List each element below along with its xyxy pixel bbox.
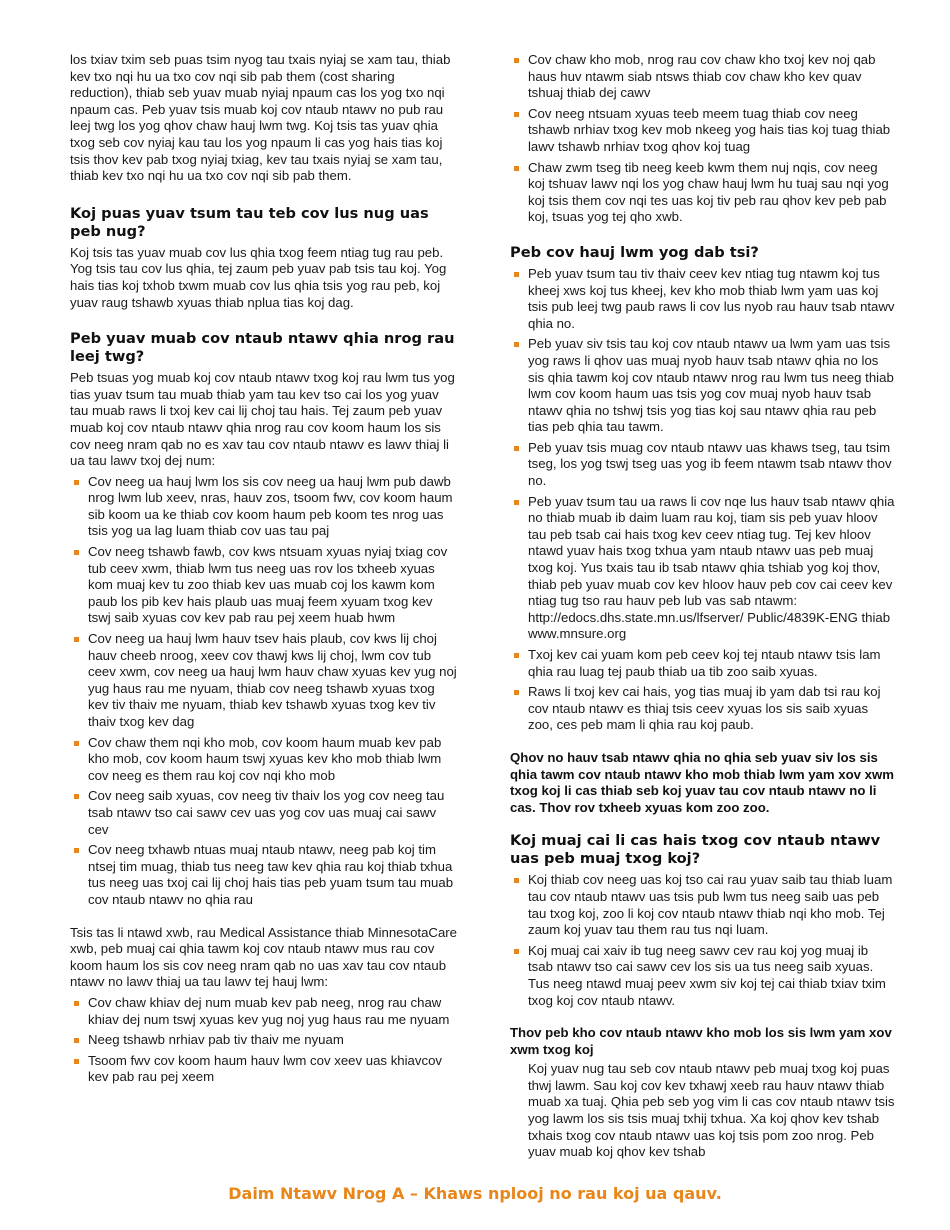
bullet-icon <box>514 690 519 695</box>
heading-must-answer: Koj puas yuav tsum tau teb cov lus nug uas peb nug? <box>70 204 429 240</box>
list-item: Raws li txoj kev cai hais, yog tias muaj ib yam dab tsi rau koj cov ntaub ntawv es thiaj tsis ceev xyuas los sis saib xyuas zoo, ces peb mam li qhia rau koj paub. <box>510 684 895 734</box>
bullet-icon <box>514 58 519 63</box>
rights-list <box>510 872 895 1009</box>
left-column <box>70 52 458 1090</box>
bullet-icon <box>514 112 519 117</box>
paragraph-must-answer: Koj tsis tas yuav muab cov lus qhia txog feem ntiag tug rau peb. Yog tsis tau cov lus qhia, tej zaum peb yuav pab tsis tau koj. Yog hais tias koj txhob txwm muab cov lus qhia tsis yog rau peb, koj yuav raug tshawb xyuas thiab nplua tias koj dag. <box>70 244 447 310</box>
list-item: Cov neeg ua hauj lwm los sis cov neeg ua hauj lwm pub dawb nrog lwm lub xeev, nras, hauv zos, tsoom fwv, cov koom haum sib koom ua ke thiab cov koom haum peb koom tes nrog uas tsis yog ua lag luam thiab cov uas tau paj <box>70 474 458 540</box>
bullet-icon <box>514 272 519 277</box>
list-item: Peb yuav siv tsis tau koj cov ntaub ntawv ua lwm yam uas tsis yog raws li qhov uas muaj nyob hauv tsab ntawv qhia no los sis qhia tawm koj cov ntaub ntawv nrog rau lwm tus neeg thiab lwm cov koom haum uas tsis yog cov muaj nyob hauv tsab ntawv qhia no tshwj tsis yog tias koj sau ntawv qhia rau peb tias peb qhia tau tawm. <box>510 336 895 436</box>
paragraph-medical-assistance: Tsis tas li ntawd xwb, rau Medical Assistance thiab MinnesotaCare xwb, peb muaj cai qhia tawm koj cov ntaub ntawv mus rau cov koom haum los sis cov neeg nram qab no uas xav tau cov ntaub ntawv no lawv thiaj ua tau lawv tej hauj lwm: <box>70 924 458 990</box>
list-item: Cov chaw kho mob, nrog rau cov chaw kho txoj kev noj qab haus huv ntawm siab ntsws thiab cov chaw kho kev quav tshuaj thiab dej cawv <box>510 52 895 102</box>
list-item: Cov chaw them nqi kho mob, cov koom haum muab kev pab kho mob, cov koom haum tswj xyuas kev kho mob thiab lwm cov neeg es them rau koj cov nqi kho mob <box>70 735 458 785</box>
bullet-icon <box>514 446 519 451</box>
bullet-icon <box>74 637 79 642</box>
bullet-icon <box>74 1059 79 1064</box>
list-item: Neeg tshawb nrhiav pab tiv thaiv me nyuam <box>70 1032 458 1049</box>
bullet-icon <box>514 166 519 171</box>
heading-share-with: Peb yuav muab cov ntaub ntawv qhia nrog rau leej twg? <box>70 330 455 366</box>
duties-list <box>510 266 895 734</box>
intro-paragraph: los txiav txim seb puas tsim nyog tau txais nyiaj se xam tau, thiab kev txo nqi hu ua txo cov nqi sib pab them (cost sharing reduction), thiab seb yuav muab nyiaj npaum cas los yog txo nqi npaum cas. Peb yuav tsis muab koj cov ntaub ntawv no pub rau leej twg los yog qhov chaw hauj lwm twg. Koj tsis tas yuav qhia txog seb cov nyiaj kau tau los yog npaum li cas yog hais tias koj tsis thov kev pab txog nyiaj txiag, kev tau txais nyiaj se xam tau, thiab kev txo nqi hu ua txo cov nqi sib pab them. <box>70 52 451 184</box>
bullet-icon <box>514 653 519 658</box>
bullet-icon <box>514 342 519 347</box>
list-item: Cov chaw khiav dej num muab kev pab neeg, nrog rau chaw khiav dej num tswj xyuas kev yug noj yug haus rau me nyuam <box>70 995 458 1028</box>
list-item: Peb yuav tsum tau ua raws li cov nqe lus hauv tsab ntawv qhia no thiab muab ib daim luam rau koj, tiam sis peb yuav hloov tau peb tsab cai hais txog kev ceev ntiag tug. Tej kev hloov ntawd yuav hais txog txhua yam ntaub ntawv uas peb muaj txog koj. Yus txais tau ib tsab ntawv qhia tshiab yog koj thov, thiab peb yuav muab cov kev hloov hauv peb cov cai ceev kev ntiag tug tso rau hauv peb lub vas sab ntawm: http://edocs.dhs.state.mn.us/lfserver/ Public/4839K-ENG thiab www.mnsure.org <box>510 494 895 643</box>
paragraph-correct-records: Koj yuav nug tau seb cov ntaub ntawv peb muaj txog koj puas thwj lawm. Sau koj cov kev txhawj xeeb rau hauv ntawv thiab muab xa tuaj. Qhia peb seb yog vim li cas cov ntaub ntawv tsis yog lawm los sis tsis muaj txhij txhua. Xa koj qhov kev tshab txhais txog cov ntaub ntawv uas koj tsis pom zoo nrog. Peb yuav muab koj qhov kev tshab <box>528 1061 895 1160</box>
bullet-icon <box>74 741 79 746</box>
list-item: Txoj kev cai yuam kom peb ceev koj tej ntaub ntawv tsis lam qhia rau luag tej paub thiab ua tib zoo saib xyuas. <box>510 647 895 680</box>
list-item: Cov neeg ua hauj lwm hauv tsev hais plaub, cov kws lij choj hauv cheeb nroog, xeev cov thawj kws lij choj, lwm cov tub ceev xwm, cov neeg ua hauj lwm hauv chaw xyuas kev yug noj yug haus rau me nyuam, thiab cov neeg tshawb xyuas txog kev tiv thaiv me nyuam, thiab kev tshawb xyuas txog kev tiv thaiv txog kev dag <box>70 631 458 731</box>
right-column <box>510 52 895 1165</box>
list-item: Chaw zwm tseg tib neeg keeb kwm them nuj nqis, cov neeg koj tshuav lawv nqi los yog chaw hauj lwm hu tuaj sau nqi yog koj tsis them cov nqi tes uas koj tiv peb rau qhov kev peb pab koj, tsuas yog tej qho xwb. <box>510 160 895 226</box>
list-item: Cov neeg tshawb fawb, cov kws ntsuam xyuas nyiaj txiag cov tub ceev xwm, thiab lwm tus neeg uas rov los txheeb xyuas kom muaj kev tu zoo thiab kev uas muab coj los kawm kom paub los pib kev hais plaub uas muaj feem xyuam txog kev tswj saib xyuas cov kev pab rau pej xeem huab hwm <box>70 544 458 627</box>
bullet-icon <box>74 794 79 799</box>
list-item: Peb yuav tsum tau tiv thaiv ceev kev ntiag tug ntawm koj tus kheej xws koj tus kheej, kev kho mob thiab lwm yam uas koj tsis pub leej twg paub raws li cov lus nyob rau hauv tsab ntawv qhia no. <box>510 266 895 332</box>
list-item: Tsoom fwv cov koom haum hauv lwm cov xeev uas khiavcov kev pab rau pej xeem <box>70 1053 458 1086</box>
medical-assistance-list <box>70 995 458 1086</box>
list-item: Koj muaj cai xaiv ib tug neeg sawv cev rau koj yog muaj ib tsab ntawv tso cai sawv cev los sis ua tus neeg saib xyuas. Tus neeg ntawd muaj peev xwm siv koj tej cai thiab txiav txim txog koj cov ntaub ntawv. <box>510 943 895 1009</box>
heading-our-duties: Peb cov hauj lwm yog dab tsi? <box>510 243 759 261</box>
bullet-icon <box>74 1001 79 1006</box>
continued-list <box>510 52 895 226</box>
bullet-icon <box>514 500 519 505</box>
heading-correct-records: Thov peb kho cov ntaub ntawv kho mob los sis lwm yam xov xwm txog koj <box>510 1025 892 1057</box>
share-list <box>70 474 458 909</box>
bullet-icon <box>514 949 519 954</box>
bullet-icon <box>514 878 519 883</box>
bullet-icon <box>74 848 79 853</box>
list-item: Koj thiab cov neeg uas koj tso cai rau yuav saib tau thiab luam tau cov ntaub ntawv uas tsis pub lwm tus neeg saib uas peb tau txog koj, zoo li koj cov ntaub ntawv thiab nqi kho mob. Tej zaum koj yuav tau them rau tus nqi luam. <box>510 872 895 938</box>
heading-your-rights: Koj muaj cai li cas hais txog cov ntaub ntawv uas peb muaj txog koj? <box>510 832 881 868</box>
list-item: Cov neeg saib xyuas, cov neeg tiv thaiv los yog cov neeg tau tsab ntawv tso cai sawv cev uas yog cov uas muaj cai sawv cev <box>70 788 458 838</box>
page-footer: Daim Ntawv Nrog A – Khaws nplooj no rau koj ua qauv. <box>228 1184 722 1203</box>
paragraph-share-with: Peb tsuas yog muab koj cov ntaub ntawv txog koj rau lwm tus yog tias yuav tsum tau muab thiab yam tau kev tso cai los yog yuav tau muab raws li txoj kev cai lij choj tau hais. Tej zaum peb yuav muab koj cov ntaub ntawv qhia nrog rau cov koom haum los sis cov neeg nram qab no es xav tau cov ntaub ntawv es lawv thiaj li ua tau lawv txoj dej num: <box>70 370 455 469</box>
bullet-icon <box>74 1038 79 1043</box>
bullet-icon <box>74 550 79 555</box>
bold-notice-paragraph: Qhov no hauv tsab ntawv qhia no qhia seb yuav siv los sis qhia tawm cov ntaub ntawv kho mob thiab lwm yam xov xwm txog koj li cas thiab seb koj yuav tau cov ntaub ntawv no li cas. Thov rov txheeb xyuas kom zoo zoo. <box>510 749 894 815</box>
list-item: Peb yuav tsis muag cov ntaub ntawv uas khaws tseg, tau tsim tseg, los yog tswj tseg uas yog ib feem ntawm tsab ntawv thov no. <box>510 440 895 490</box>
list-item: Cov neeg ntsuam xyuas teeb meem tuag thiab cov neeg tshawb nrhiav txog kev mob nkeeg yog hais tias koj tuag thiab lawv tshawb nrhiav txog qhov koj tuag <box>510 106 895 156</box>
list-item: Cov neeg txhawb ntuas muaj ntaub ntawv, neeg pab koj tim ntsej tim muag, thiab tus neeg taw kev qhia rau koj thiab txhua tus neeg uas txoj cai lij choj hais tias peb yuam tsum tau muab cov ntaub ntawv no qhia rau <box>70 842 458 908</box>
bullet-icon <box>74 480 79 485</box>
